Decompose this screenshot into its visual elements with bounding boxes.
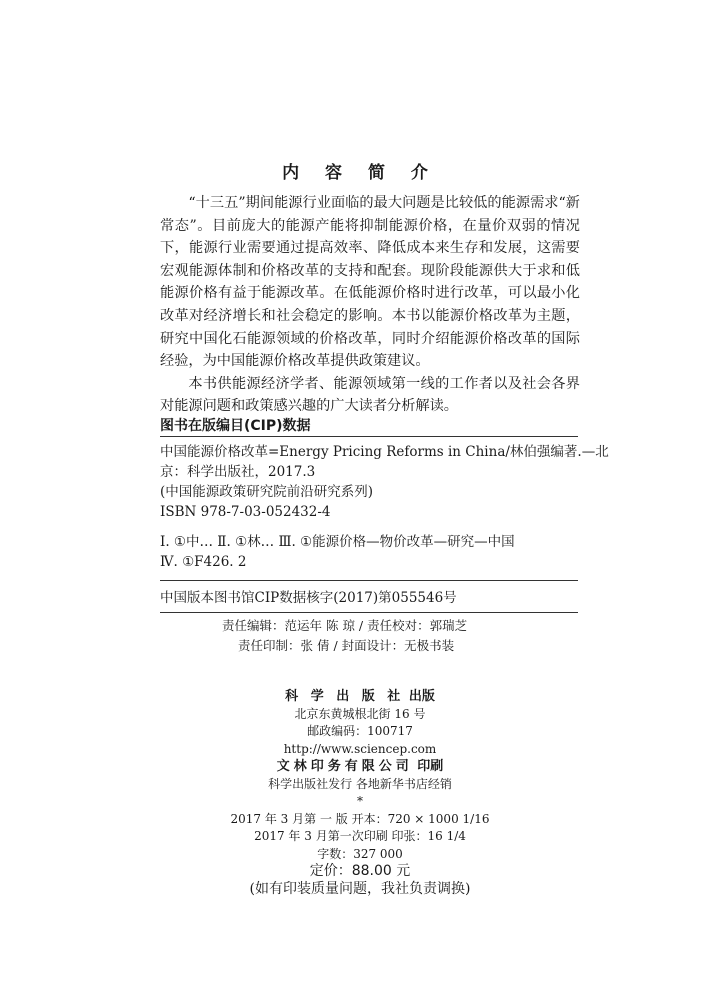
separator-star: * — [357, 794, 363, 808]
divider — [160, 436, 578, 437]
summary-paragraph-2: 本书供能源经济学者、能源领域第一线的工作者以及社会各界对能源问题和政策感兴趣的广大读者分析解读。 — [160, 375, 580, 415]
publisher-address: 北京东黄城根北街 16 号 — [294, 706, 426, 721]
distribution: 科学出版社发行 各地新华书店经销 — [268, 776, 452, 791]
divider — [160, 580, 578, 581]
cip-heading: 图书在版编目(CIP)数据 — [160, 418, 311, 434]
printer-name: 文林印务有限公司 — [276, 759, 413, 774]
publisher-line — [0, 688, 720, 706]
cip-title-line-2: 京：科学出版社，2017.3 — [160, 464, 316, 480]
colophon — [0, 688, 720, 898]
cip-classification-1: Ⅰ. ①中… Ⅱ. ①林… Ⅲ. ①能源价格—物价改革—研究—中国 — [160, 534, 515, 550]
cip-title-line-1: 中国能源价格改革=Energy Pricing Reforms in China/林伯强编著.—北 — [160, 444, 609, 460]
summary-paragraph-1: “十三五”期间能源行业面临的最大问题是比较低的能源需求“新常态”。目前庞大的能源产能将抑制能源价格，在量价双弱的情况下，能源行业需要通过提高效率、降低成本来生存和发展，这需要宏观能源体制和价格改革的支持和配套。现阶段能源供大于求和低能源价格有益于能源改革。在低能源价格时进行改革，可以最小化改革对经济增长和社会稳定的影响。本书以能源价格改革为主题，研究中国化石能源领域的价格改革，同时介绍能源价格改革的国际经验，为中国能源价格改革提供政策建议。 — [160, 195, 580, 370]
printer-suffix: 印刷 — [417, 759, 444, 774]
divider — [160, 612, 578, 613]
summary-body — [160, 192, 580, 418]
credits-editors: 责任编辑：范运年 陈 琼 / 责任校对：郭瑞芝 — [222, 618, 468, 633]
publisher-suffix: 出版 — [408, 689, 435, 704]
publisher-postcode: 邮政编码：100717 — [307, 724, 413, 738]
price: 定价：88.00 元 — [309, 863, 411, 879]
cip-isbn: ISBN 978-7-03-052432-4 — [160, 504, 331, 520]
cip-record — [160, 442, 609, 572]
summary-title: 内 容 简 介 — [282, 163, 438, 183]
edition-info: 2017 年 3 月第 一 版 开本：720 × 1000 1/16 — [230, 811, 490, 826]
publisher-name: 科 学 出 版 社 — [285, 689, 405, 704]
cip-check-number: 中国版本图书馆CIP数据核字(2017)第055546号 — [160, 590, 457, 606]
word-count: 字数：327 000 — [317, 846, 403, 861]
credits-production: 责任印制：张 倩 / 封面设计：无极书装 — [238, 638, 455, 653]
publisher-website: http://www.sciencep.com — [283, 741, 437, 756]
printing-info: 2017 年 3 月第一次印刷 印张：16 1/4 — [254, 829, 466, 843]
printer-line — [0, 758, 720, 776]
credits — [160, 616, 580, 656]
cip-series: (中国能源政策研究院前沿研究系列) — [160, 484, 374, 500]
quality-note: (如有印装质量问题，我社负责调换) — [249, 880, 471, 897]
cip-classification-2: Ⅳ. ①F426. 2 — [160, 554, 247, 570]
